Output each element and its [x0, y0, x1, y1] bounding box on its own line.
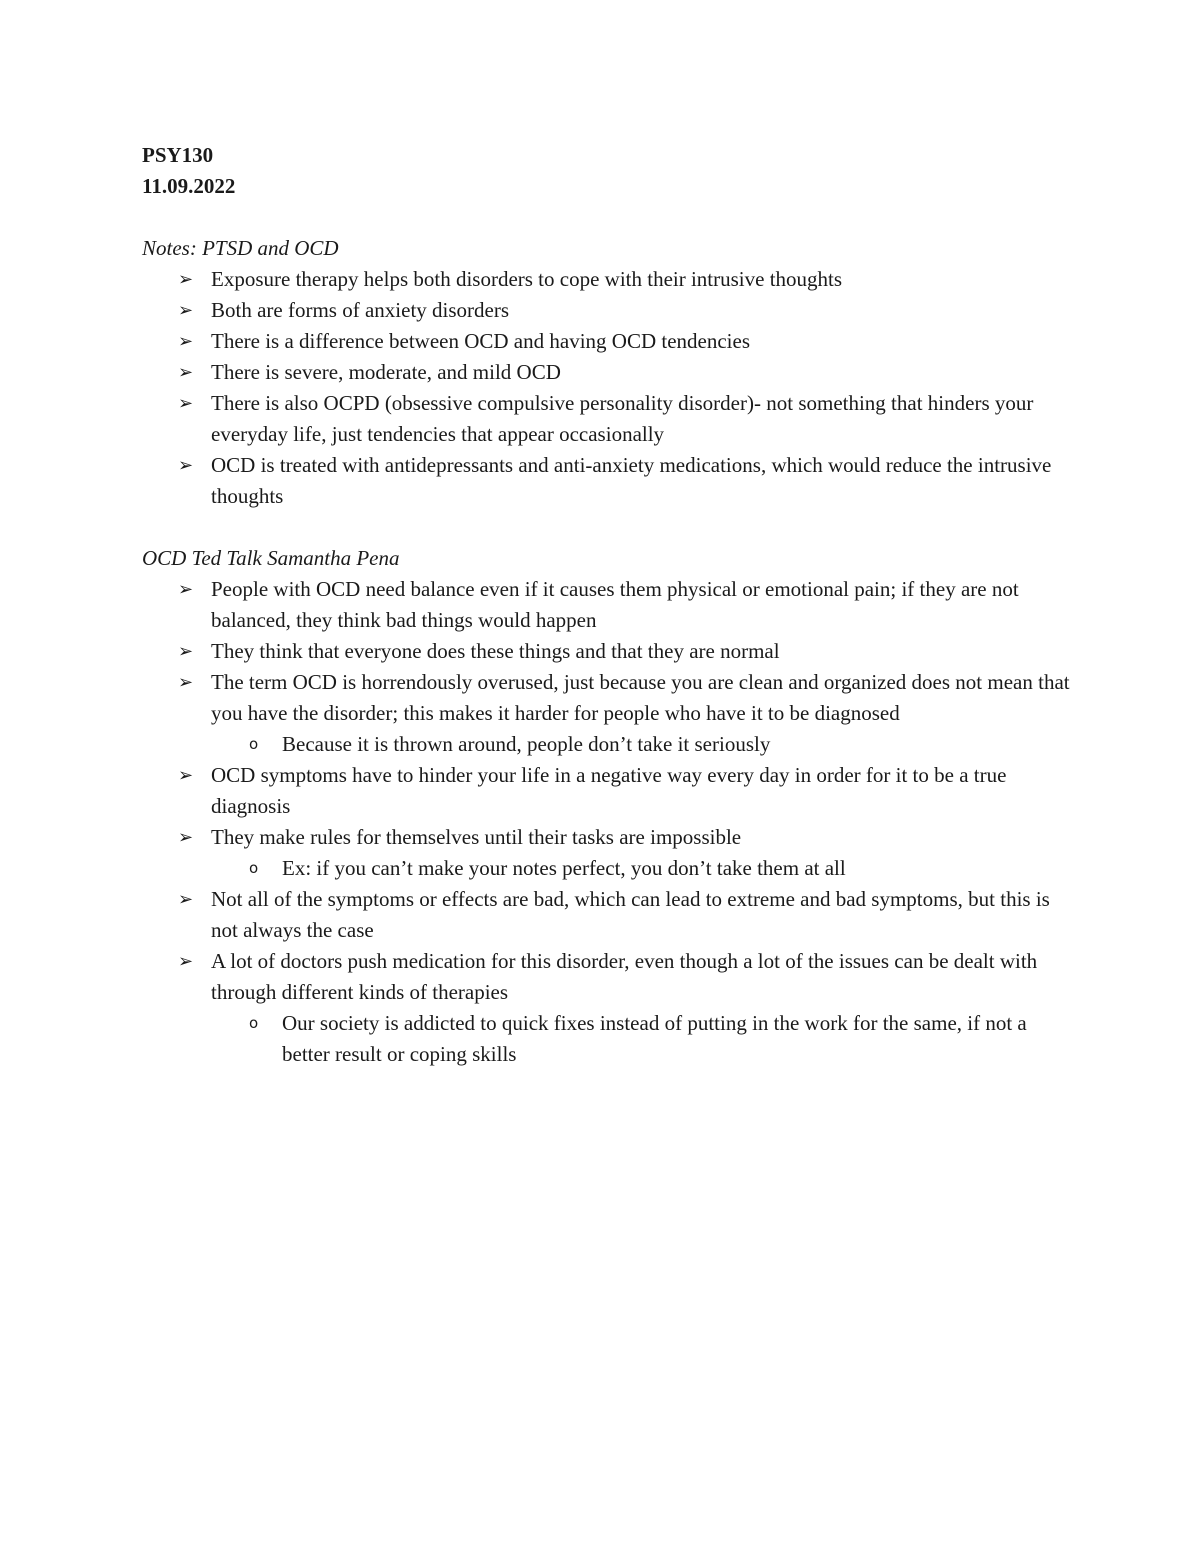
arrow-bullet-icon: ➢ — [178, 765, 194, 786]
sub-list-item-text: Ex: if you can’t make your notes perfect, you don’t take them at all — [282, 856, 846, 880]
list-item — [142, 822, 1072, 884]
circle-bullet-icon: o — [249, 735, 259, 753]
sub-bullet-list — [211, 729, 1072, 760]
section-title: Notes: PTSD and OCD — [142, 236, 339, 260]
course-code: PSY130 — [142, 143, 214, 167]
list-item — [142, 574, 1072, 636]
arrow-bullet-icon: ➢ — [178, 889, 194, 910]
arrow-bullet-icon: ➢ — [178, 331, 194, 352]
sub-bullet-list — [211, 1008, 1072, 1070]
list-item — [142, 760, 1072, 822]
sub-bullet-list — [211, 853, 1072, 884]
list-item-text: OCD symptoms have to hinder your life in a negative way every day in order for it to be a true diagnosis — [211, 763, 1007, 818]
arrow-bullet-icon: ➢ — [178, 827, 194, 848]
list-item-text: OCD is treated with antidepressants and anti-anxiety medications, which would reduce the intrusive thoughts — [211, 453, 1052, 508]
sub-list-item-text: Our society is addicted to quick fixes instead of putting in the work for the same, if not a better result or coping skills — [282, 1011, 1027, 1066]
list-item-text: Both are forms of anxiety disorders — [211, 298, 510, 322]
arrow-bullet-icon: ➢ — [178, 455, 194, 476]
section-title: OCD Ted Talk Samantha Pena — [142, 546, 400, 570]
arrow-bullet-icon: ➢ — [178, 579, 194, 600]
spacer — [142, 512, 1072, 543]
list-item — [142, 884, 1072, 946]
document-page — [142, 140, 1072, 1070]
spacer — [142, 202, 1072, 233]
list-item — [142, 636, 1072, 667]
arrow-bullet-icon: ➢ — [178, 362, 194, 383]
arrow-bullet-icon: ➢ — [178, 641, 194, 662]
list-item-text: There is severe, moderate, and mild OCD — [211, 360, 561, 384]
list-item-text: They make rules for themselves until their tasks are impossible — [211, 825, 742, 849]
list-item — [142, 946, 1072, 1070]
list-item-text: Not all of the symptoms or effects are bad, which can lead to extreme and bad symptoms, but this is not always the case — [211, 887, 1050, 942]
circle-bullet-icon: o — [249, 859, 259, 877]
list-item — [142, 326, 1072, 357]
arrow-bullet-icon: ➢ — [178, 672, 194, 693]
list-item-text: They think that everyone does these things and that they are normal — [211, 639, 780, 663]
list-item-text: There is also OCPD (obsessive compulsive personality disorder)- not something that hinders your everyday life, just tendencies that appear occasionally — [211, 391, 1034, 446]
bullet-list — [142, 264, 1072, 512]
list-item-text: People with OCD need balance even if it causes them physical or emotional pain; if they are not balanced, they think bad things would happen — [211, 577, 1019, 632]
note-date: 11.09.2022 — [142, 174, 236, 198]
arrow-bullet-icon: ➢ — [178, 300, 194, 321]
list-item-text: Exposure therapy helps both disorders to cope with their intrusive thoughts — [211, 267, 843, 291]
bullet-list — [142, 574, 1072, 1070]
list-item-text: There is a difference between OCD and having OCD tendencies — [211, 329, 750, 353]
circle-bullet-icon: o — [249, 1014, 259, 1032]
sub-list-item — [211, 853, 1072, 884]
list-item — [142, 667, 1072, 760]
notes-body — [142, 233, 1072, 1070]
list-item — [142, 388, 1072, 450]
list-item-text: The term OCD is horrendously overused, just because you are clean and organized does not mean that you have the disorder; this makes it harder for people who have it to be diagnosed — [211, 670, 1070, 725]
arrow-bullet-icon: ➢ — [178, 951, 194, 972]
sub-list-item — [211, 1008, 1072, 1070]
list-item — [142, 450, 1072, 512]
list-item — [142, 295, 1072, 326]
list-item-text: A lot of doctors push medication for this disorder, even though a lot of the issues can be dealt with through different kinds of therapies — [211, 949, 1038, 1004]
sub-list-item-text: Because it is thrown around, people don’t take it seriously — [282, 732, 771, 756]
list-item — [142, 264, 1072, 295]
list-item — [142, 357, 1072, 388]
arrow-bullet-icon: ➢ — [178, 393, 194, 414]
sub-list-item — [211, 729, 1072, 760]
arrow-bullet-icon: ➢ — [178, 269, 194, 290]
